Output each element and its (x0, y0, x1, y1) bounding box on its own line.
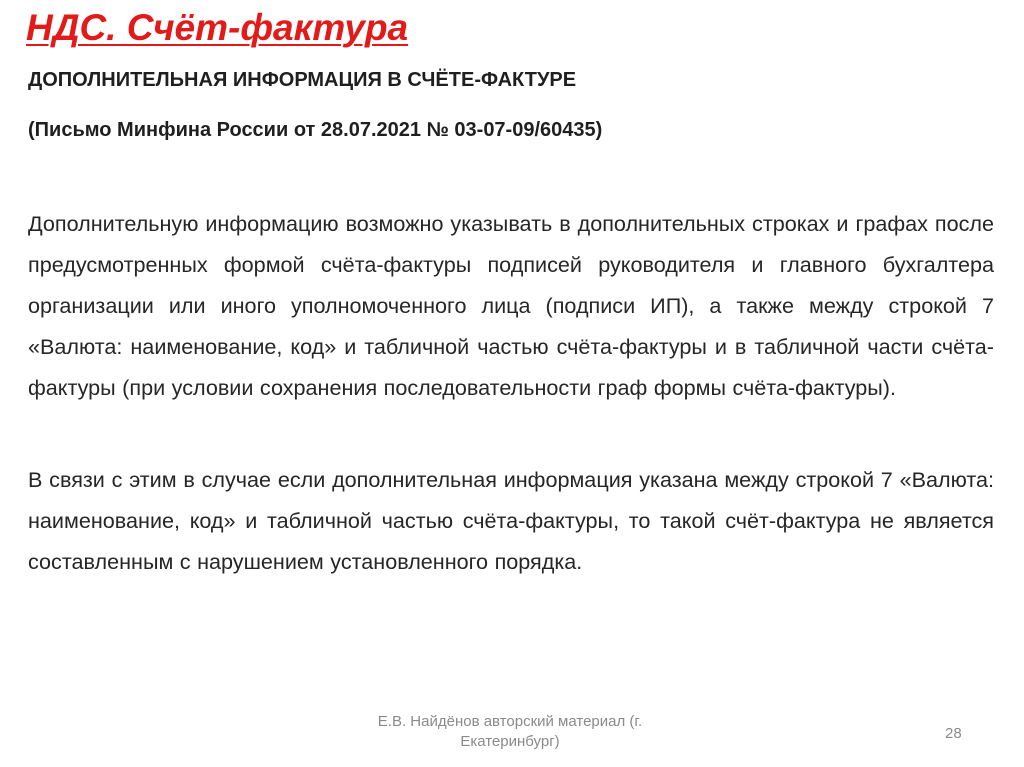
body-paragraph-1: Дополнительную информацию возможно указывать в дополнительных строках и графах после предусмотренных формой счёта-фактуры подписей руководителя и главного бухгалтера организации или иного уполномоченного лица (подписи ИП), а также между строкой 7 «Валюта: наименование, код» и табличной частью счёта-фактуры и в табличной части счёта-фактуры (при условии сохранения последовательности граф формы счёта-фактуры). (28, 211, 994, 400)
footer-author: Е.В. Найдёнов авторский материал (г. Екатеринбург) (377, 713, 643, 750)
body-paragraph-2: В связи с этим в случае если дополнительная информация указана между строкой 7 «Валюта: наименование, код» и табличной частью счёта-фактуры, то такой счёт-фактура не является составленным с нарушением установленного порядка. (28, 467, 994, 574)
slide-title: НДС. Счёт-фактура (26, 7, 409, 48)
slide-subtitle: ДОПОЛНИТЕЛЬНАЯ ИНФОРМАЦИЯ В СЧЁТЕ-ФАКТУРЕ (28, 69, 577, 91)
page-number: 28 (945, 725, 962, 742)
letter-reference: (Письмо Минфина России от 28.07.2021 № 03-07-09/60435) (28, 119, 603, 141)
